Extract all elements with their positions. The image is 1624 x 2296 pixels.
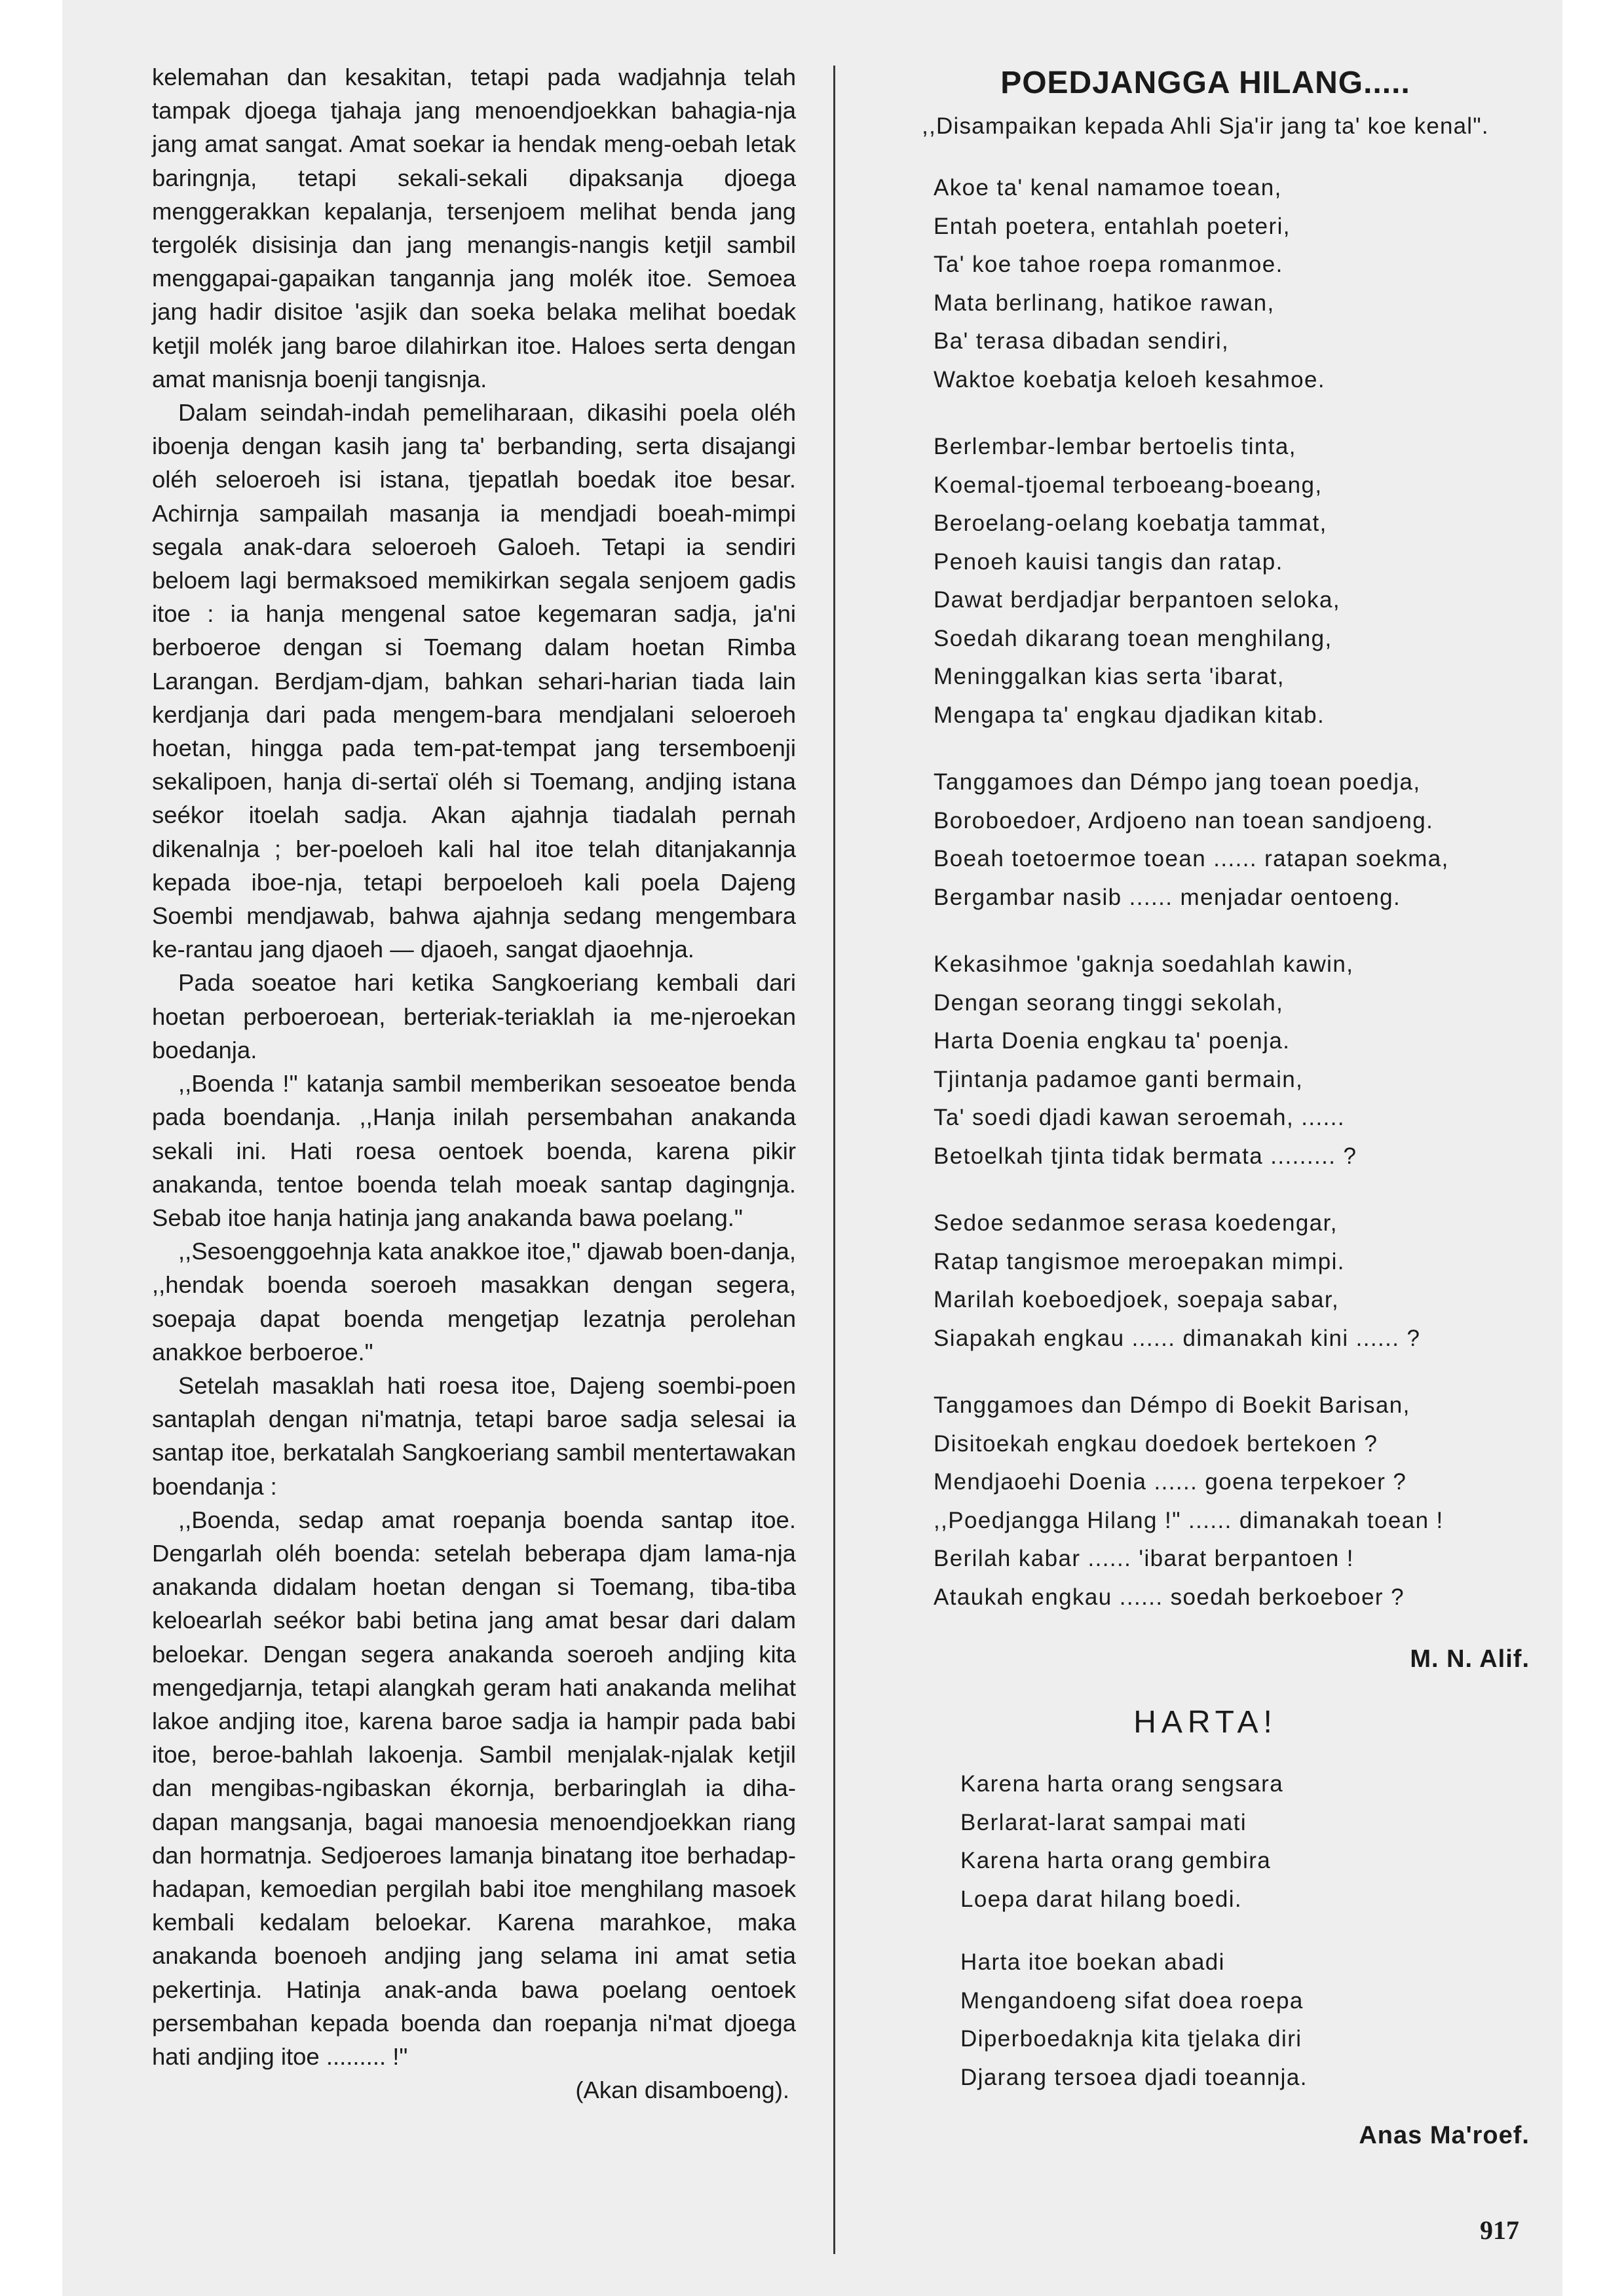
story-paragraph: Setelah masaklah hati roesa itoe, Dajeng soembi-poen santaplah dengan ni'matnja, tetapi baroe sadja selesai ia santap itoe, berkatalah Sangkoeriang sambil mentertawakan boendanja : (152, 1371, 796, 1500)
poem-line: Akoe ta' kenal namamoe toean, (934, 175, 1282, 201)
poem-line: Ataukah engkau ...... soedah berkoeboer ? (934, 1584, 1405, 1610)
story-continuation: (Akan disamboeng). (575, 2076, 789, 2104)
poem-line: Boroboedoer, Ardjoeno nan toean sandjoeng. (934, 807, 1434, 833)
poem-line: Bergambar nasib ...... menjadar oentoeng. (934, 884, 1401, 910)
poem-line: Mengandoeng sifat doea roepa (960, 1987, 1304, 2014)
poem-line: Entah poetera, entahlah poeteri, (934, 213, 1291, 239)
poem-line: Siapakah engkau ...... dimanakah kini ...... ? (934, 1325, 1421, 1351)
poem-line: Ratap tangismoe meroepakan mimpi. (934, 1248, 1345, 1274)
poem-line: Diperboedaknja kita tjelaka diri (960, 2026, 1302, 2052)
story-paragraph: ,,Sesoenggoehnja kata anakkoe itoe," djawab boen-danja, ,,hendak boenda soeroeh masakkan dengan segera, soepaja dapat boenda mengetjap lezatnja perolehan anakkoe berboeroe." (152, 1238, 796, 1366)
poem-line: Penoeh kauisi tangis dan ratap. (934, 548, 1283, 575)
story-paragraph: kelemahan dan kesakitan, tetapi pada wadjahnja telah tampak djoega tjahaja jang menoendjoekkan bahagia-nja jang amat sangat. Amat soekar ia hendak meng-oebah letak baringnja, tetapi sekali-sekali dipaksanja djoega menggerakkan kepalanja, tersenjoem melihat benda jang tergolék disisinja dan jang menangis-nangis ketjil sambil menggapai-gapaikan tangannja jang molék itoe. Semoea jang hadir disitoe 'asjik dan soeka belaka melihat boedak ketjil molék jang baroe dilahirkan itoe. Haloes serta dengan amat manisnja boenji tangisnja. (152, 64, 796, 392)
poem-stanza (934, 169, 1539, 399)
story-column (152, 60, 796, 2107)
poem-line: Ba' terasa dibadan sendiri, (934, 328, 1230, 354)
poem-line: Berilah kabar ...... 'ibarat berpantoen ! (934, 1546, 1354, 1571)
poem-line: Beroelang-oelang koebatja tammat, (934, 510, 1327, 536)
poem-title: POEDJANGGA HILANG..... (1000, 66, 1410, 100)
poems-column (871, 60, 1539, 2150)
poem-line: Harta itoe boekan abadi (960, 1949, 1225, 1975)
poem-line: Soedah dikarang toean menghilang, (934, 625, 1332, 651)
poem-stanza (934, 1387, 1539, 1617)
poem-stanza (934, 428, 1539, 735)
poem-line: Dengan seorang tinggi sekolah, (934, 989, 1284, 1016)
poem-stanza (960, 1943, 1539, 2097)
poem-line: Ta' soedi djadi kawan seroemah, ...... (934, 1105, 1345, 1130)
poem-title: HARTA! (1133, 1705, 1277, 1740)
poem-dedication: ,,Disampaikan kepada Ahli Sja'ir jang ta' koe kenal". (922, 113, 1489, 139)
story-paragraph: Dalam seindah-indah pemeliharaan, dikasihi poela oléh iboenja dengan kasih jang ta' berbanding, serta disajangi oléh seloeroeh isi istana, tjepatlah boedak itoe besar. Achirnja sampailah masanja ia mendjadi boeah-mimpi segala anak-dara seloeroeh Galoeh. Tetapi ia sendiri beloem lagi bermaksoed memikirkan segala senjoem gadis itoe : ia hanja mengenal satoe kegemaran sadja, ja'ni berboeroe dengan si Toemang dalam hoetan Rimba Larangan. Berdjam-djam, bahkan sehari-harian tiada lain kerdjanja dari pada mengem-bara mendjalani seloeroeh hoetan, hingga pada tem-pat-tempat jang tersemboenji sekalipoen, hanja di-sertaï oléh si Toemang, andjing istana seékor itoelah sadja. Akan ajahnja tiadalah pernah dikenalnja ; ber-poeloeh kali hal itoe telah ditanjakannja kepada iboe-nja, tetapi berpoeloeh kali poela Dajeng Soembi mendjawab, bahwa ajahnja sedang mengembara ke-rantau jang djaoeh — djaoeh, sangat djaoehnja. (152, 399, 796, 963)
poem-line: Koemal-tjoemal terboeang-boeang, (934, 472, 1323, 498)
poem-line: Marilah koeboedjoek, soepaja sabar, (934, 1287, 1340, 1312)
poem-line: Ta' koe tahoe roepa romanmoe. (934, 252, 1283, 277)
poem-stanza (934, 1204, 1539, 1358)
poem-line: Mengapa ta' engkau djadikan kitab. (934, 702, 1325, 728)
story-paragraph: ,,Boenda !" katanja sambil memberikan sesoeatoe benda pada boendanja. ,,Hanja inilah persembahan anakanda sekali ini. Hati roesa oentoek boenda, karena pikir anakanda, tentoe boenda telah moeak santap dagingnja. Sebab itoe hanja hatinja jang anakanda bawa poelang." (152, 1070, 796, 1231)
poem-line: Waktoe koebatja keloeh kesahmoe. (934, 366, 1325, 392)
story-paragraph: ,,Boenda, sedap amat roepanja boenda santap itoe. Dengarlah oléh boenda: setelah beberapa djam lama-nja anakanda didalam hoetan dengan si Toemang, tiba-tiba keloearlah seékor babi betina jang amat besar dari dalam beloekar. Dengan segera anakanda soeroeh andjing kita mengedjarnja, tetapi alangkah geram hati anakanda melihat lakoe andjing itoe, karena baroe sadja ia hampir pada babi itoe, beroe-bahlah lakoenja. Sambil menjalak-njalak ketjil dan mengibas-ngibaskan ékornja, berbaringlah ia diha-dapan mangsanja, bagai manoesia menoendjoekkan riang dan hormatnja. Sedjoeroes lamanja binatang itoe berhadap-hadapan, kemoedian pergilah babi itoe menghilang masoek kembali kedalam beloekar. Karena marahkoe, maka anakanda boenoeh andjing jang selama ini amat setia pekertinja. Hatinja anak-anda bawa poelang oentoek persembahan kepada boenda dan roepanja ni'mat djoega hati andjing itoe ......... !" (152, 1506, 796, 2070)
poem-line: Karena harta orang sengsara (960, 1771, 1284, 1797)
poem-line: ,,Poedjangga Hilang !" ...... dimanakah toean ! (934, 1507, 1444, 1533)
poem-line: Kekasihmoe 'gaknja soedahlah kawin, (934, 951, 1354, 977)
poem-line: Berlarat-larat sampai mati (960, 1809, 1247, 1835)
story-paragraph: Pada soeatoe hari ketika Sangkoeriang kembali dari hoetan perboeroean, berteriak-teriaklah ia me-njeroekan boedanja. (152, 969, 796, 1063)
poem-line: Mata berlinang, hatikoe rawan, (934, 290, 1275, 316)
poem-line: Mendjaoehi Doenia ...... goena terpekoer ? (934, 1469, 1407, 1495)
page-number: 917 (1480, 2215, 1519, 2245)
poem-line: Djarang tersoea djadi toeannja. (960, 2064, 1308, 2090)
poem-line: Tjintanja padamoe ganti bermain, (934, 1066, 1304, 1092)
poem-stanza (960, 1765, 1539, 1919)
poem-line: Disitoekah engkau doedoek bertekoen ? (934, 1430, 1378, 1457)
poem-line: Tanggamoes dan Démpo di Boekit Barisan, (934, 1392, 1410, 1418)
poem-line: Betoelkah tjinta tidak bermata ......... ? (934, 1143, 1357, 1169)
poem-line: Tanggamoes dan Démpo jang toean poedja, (934, 769, 1421, 795)
poem-author: Anas Ma'roef. (1359, 2122, 1530, 2149)
poem-line: Karena harta orang gembira (960, 1848, 1272, 1873)
poem-line: Harta Doenia engkau ta' poenja. (934, 1028, 1291, 1054)
poem-line: Meninggalkan kias serta 'ibarat, (934, 664, 1285, 689)
column-divider (833, 66, 835, 2254)
poem-stanza (934, 946, 1539, 1176)
poem-author: M. N. Alif. (1410, 1645, 1530, 1673)
poem-stanza (934, 763, 1539, 917)
poem-line: Dawat berdjadjar berpantoen seloka, (934, 587, 1341, 613)
poem-line: Loepa darat hilang boedi. (960, 1886, 1243, 1912)
poem-line: Berlembar-lembar bertoelis tinta, (934, 434, 1296, 459)
poem-line: Sedoe sedanmoe serasa koedengar, (934, 1210, 1338, 1236)
poem-line: Boeah toetoermoe toean ...... ratapan soekma, (934, 846, 1449, 871)
